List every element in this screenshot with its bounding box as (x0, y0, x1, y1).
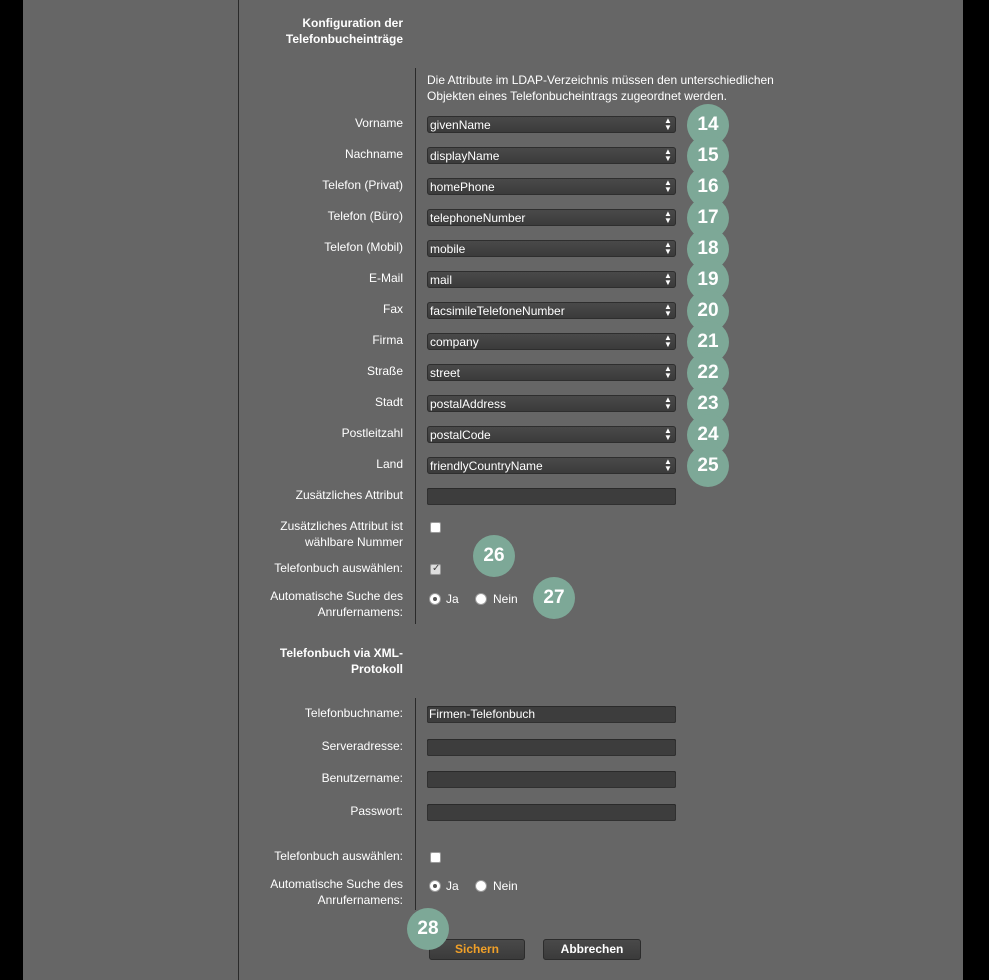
info-line1: Die Attribute im LDAP-Verzeichnis müssen den unterschiedlichen (427, 73, 774, 87)
field-label: Telefon (Büro) (327, 209, 403, 223)
attribute-select[interactable] (427, 426, 676, 443)
select-phonebook-label: Telefonbuch auswählen: (274, 561, 403, 575)
field-label: Nachname (344, 147, 403, 161)
callout-badge: 19 (687, 259, 729, 301)
callout-badge: 20 (687, 290, 729, 332)
select-phonebook-label-2: Telefonbuch auswählen: (274, 849, 403, 863)
username-label: Benutzername: (321, 771, 403, 785)
attribute-select[interactable] (427, 364, 676, 381)
field-label: Straße (366, 364, 403, 378)
callout-badge: 26 (473, 535, 515, 577)
select-arrows-icon: ▲ ▼ (664, 302, 672, 318)
settings-panel (23, 0, 963, 980)
extra-attribute-label: Zusätzliches Attribut (295, 488, 403, 502)
info-text (427, 72, 827, 104)
select-arrows-icon: ▲ ▼ (664, 364, 672, 380)
label-line2: wählbare Nummer (304, 535, 403, 549)
callout-badge: 17 (687, 197, 729, 239)
field-label: Vorname (354, 116, 403, 130)
server-address-input[interactable] (427, 739, 676, 756)
section-title-line1: Telefonbuch via XML- (279, 646, 403, 660)
attribute-select-value: homePhone (430, 180, 495, 194)
attribute-select[interactable] (427, 240, 676, 257)
field-label: Land (376, 457, 403, 471)
attribute-select[interactable] (427, 333, 676, 350)
cancel-button-label: Abbrechen (560, 942, 624, 956)
select-arrows-icon: ▲ ▼ (664, 240, 672, 256)
auto-search-label (193, 588, 403, 620)
extra-attribute-dialable-checkbox[interactable] (430, 522, 441, 533)
callout-badge: 14 (687, 104, 729, 146)
field-divider (415, 68, 416, 624)
select-phonebook-checkbox[interactable] (430, 564, 441, 575)
auto-search-no-label: Nein (493, 592, 518, 606)
attribute-select-value: facsimileTelefoneNumber (430, 304, 565, 318)
field-divider (415, 698, 416, 910)
attribute-select-value: company (430, 335, 479, 349)
select-arrows-icon: ▲ ▼ (664, 395, 672, 411)
attribute-select-value: mail (430, 273, 453, 287)
auto-search-yes-radio-2[interactable] (429, 880, 441, 892)
auto-search-no-radio-2[interactable] (475, 880, 487, 892)
callout-badge: 24 (687, 414, 729, 456)
section-title-line1: Konfiguration der (302, 16, 403, 30)
section-title-phonebook-config (233, 15, 403, 47)
field-label: Telefon (Mobil) (324, 240, 403, 254)
auto-search-no-label-2: Nein (493, 879, 518, 893)
callout-badge: 15 (687, 135, 729, 177)
field-label: Fax (382, 302, 403, 316)
attribute-select[interactable] (427, 457, 676, 474)
password-label: Passwort: (350, 804, 403, 818)
attribute-select[interactable] (427, 271, 676, 288)
select-arrows-icon: ▲ ▼ (664, 271, 672, 287)
field-label: Firma (372, 333, 403, 347)
callout-badge: 23 (687, 383, 729, 425)
attribute-select[interactable] (427, 147, 676, 164)
auto-search-yes-label: Ja (446, 592, 459, 606)
callout-badge: 28 (407, 908, 449, 950)
field-label: E-Mail (368, 271, 403, 285)
phonebook-name-label: Telefonbuchname: (304, 706, 403, 720)
callout-badge: 22 (687, 352, 729, 394)
username-input[interactable] (427, 771, 676, 788)
label-line1: Automatische Suche des (270, 877, 403, 891)
auto-search-yes-label-2: Ja (446, 879, 459, 893)
extra-attribute-dialable-label (193, 518, 403, 550)
attribute-select[interactable] (427, 209, 676, 226)
select-arrows-icon: ▲ ▼ (664, 116, 672, 132)
label-line1: Automatische Suche des (270, 589, 403, 603)
callout-badge: 27 (533, 577, 575, 619)
section-title-line2: Telefonbucheinträge (285, 32, 403, 46)
select-phonebook-checkbox-2[interactable] (430, 852, 441, 863)
callout-badge: 18 (687, 228, 729, 270)
attribute-select[interactable] (427, 302, 676, 319)
attribute-select[interactable] (427, 395, 676, 412)
field-label: Postleitzahl (341, 426, 403, 440)
field-label: Stadt (374, 395, 403, 409)
select-arrows-icon: ▲ ▼ (664, 178, 672, 194)
section-title-line2: Protokoll (350, 662, 403, 676)
select-arrows-icon: ▲ ▼ (664, 209, 672, 225)
auto-search-no-radio[interactable] (475, 593, 487, 605)
password-input[interactable] (427, 804, 676, 821)
field-label: Telefon (Privat) (322, 178, 403, 192)
section-title-xml-phonebook (233, 645, 403, 677)
label-line1: Zusätzliches Attribut ist (280, 519, 403, 533)
server-address-label: Serveradresse: (321, 739, 403, 753)
info-line2: Objekten eines Telefonbucheintrags zugeordnet werden. (427, 89, 727, 103)
label-line2: Anrufernamens: (317, 605, 403, 619)
auto-search-yes-radio[interactable] (429, 593, 441, 605)
attribute-select[interactable] (427, 178, 676, 195)
extra-attribute-input[interactable] (427, 488, 676, 505)
attribute-select-value: givenName (430, 118, 491, 132)
callout-badge: 25 (687, 445, 729, 487)
label-line2: Anrufernamens: (317, 893, 403, 907)
select-arrows-icon: ▲ ▼ (664, 426, 672, 442)
attribute-select-value: friendlyCountryName (430, 459, 543, 473)
save-button-label: Sichern (454, 942, 499, 956)
cancel-button[interactable] (543, 939, 641, 960)
attribute-select-value: mobile (430, 242, 466, 256)
attribute-select[interactable] (427, 116, 676, 133)
select-arrows-icon: ▲ ▼ (664, 457, 672, 473)
phonebook-name-input[interactable]: Firmen-Telefonbuch (427, 706, 676, 723)
attribute-select-value: postalCode (430, 428, 491, 442)
attribute-select-value: street (430, 366, 461, 380)
callout-badge: 16 (687, 166, 729, 208)
select-arrows-icon: ▲ ▼ (664, 147, 672, 163)
auto-search-label-2 (193, 876, 403, 908)
attribute-select-value: postalAddress (430, 397, 507, 411)
attribute-select-value: displayName (430, 149, 500, 163)
callout-badge: 21 (687, 321, 729, 363)
select-arrows-icon: ▲ ▼ (664, 333, 672, 349)
attribute-select-value: telephoneNumber (430, 211, 526, 225)
